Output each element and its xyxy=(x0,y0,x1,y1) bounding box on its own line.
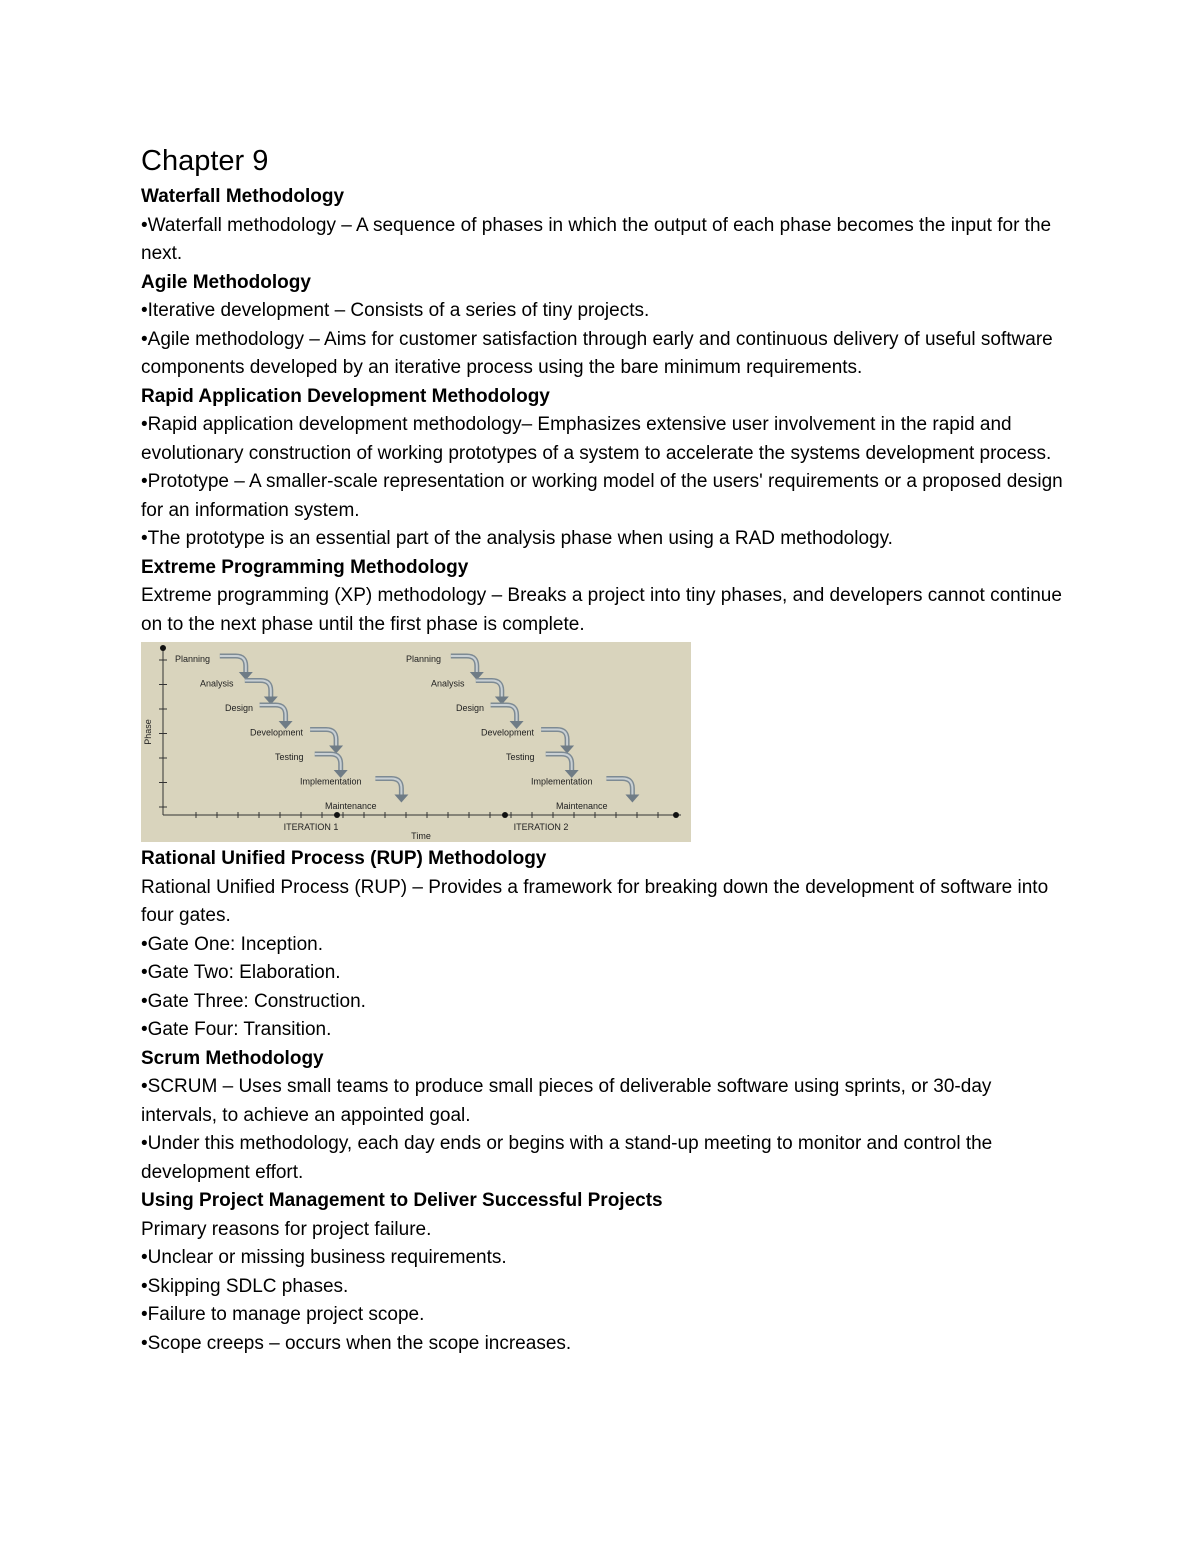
paragraph: Rational Unified Process (RUP) – Provides a framework for breaking down the development of software into four gates. xyxy=(141,876,1049,926)
paragraph: •Unclear or missing business requirements. xyxy=(141,1247,507,1268)
paragraph: •Waterfall methodology – A sequence of phases in which the output of each phase becomes the input for the next. xyxy=(141,214,1052,264)
iteration-2-phases xyxy=(406,654,639,811)
phase-label: Design xyxy=(456,703,485,713)
phase-label: Design xyxy=(225,703,254,713)
section-heading-rad: Rapid Application Development Methodology xyxy=(141,385,550,407)
phase-label: Analysis xyxy=(200,678,234,689)
section-heading-waterfall: Waterfall Methodology xyxy=(141,186,345,207)
paragraph: •Agile methodology – Aims for customer satisfaction through early and continuous delivery of useful software components developed by an iterative process using the bare minimum requirements. xyxy=(141,328,1053,378)
paragraph: •Scope creeps – occurs when the scope increases. xyxy=(141,1332,572,1354)
paragraph: Extreme programming (XP) methodology – Breaks a project into tiny phases, and developers cannot continue on to the next phase until the first phase is complete. xyxy=(141,585,1062,635)
paragraph: •Gate Three: Construction. xyxy=(141,990,366,1012)
phase-label: Development xyxy=(481,727,535,738)
phase-label: Maintenance xyxy=(325,801,377,811)
phase-label: Testing xyxy=(275,752,304,762)
phase-label: Development xyxy=(250,727,304,738)
section-heading-scrum: Scrum Methodology xyxy=(141,1047,324,1069)
paragraph: •SCRUM – Uses small teams to produce small pieces of deliverable software using sprints, or 30-day intervals, to achieve an appointed goal. xyxy=(141,1076,992,1126)
phase-arrow-head xyxy=(394,795,408,803)
paragraph: •The prototype is an essential part of the analysis phase when using a RAD methodology. xyxy=(141,528,893,549)
phase-label: Testing xyxy=(506,752,535,762)
section-heading-rup: Rational Unified Process (RUP) Methodology xyxy=(141,848,547,869)
document-body xyxy=(141,141,1071,1358)
axis-origin-dot xyxy=(160,645,166,651)
paragraph: •Prototype – A smaller-scale representation or working model of the users' requirements or a proposed design for an information system. xyxy=(141,471,1063,521)
paragraph: •Failure to manage project scope. xyxy=(141,1304,425,1325)
paragraph: •Under this methodology, each day ends or begins with a stand-up meeting to monitor and control the development effort. xyxy=(141,1133,993,1183)
phase-label: Planning xyxy=(175,654,211,664)
page-title: Chapter 9 xyxy=(141,145,269,177)
paragraph: Primary reasons for project failure. xyxy=(141,1218,432,1240)
paragraph: •Iterative development – Consists of a series of tiny projects. xyxy=(141,300,650,321)
xp-iteration-svg xyxy=(141,642,691,842)
paragraph: •Rapid application development methodology– Emphasizes extensive user involvement in the rapid and evolutionary construction of working prototypes of a system to accelerate the systems development process. xyxy=(141,414,1052,464)
phase-label: Planning xyxy=(406,654,442,664)
section-heading-agile: Agile Methodology xyxy=(141,271,311,293)
paragraph: •Skipping SDLC phases. xyxy=(141,1275,349,1297)
section-heading-xp: Extreme Programming Methodology xyxy=(141,556,469,578)
iteration-boundary-dot xyxy=(334,812,340,818)
iteration-boundary-dot xyxy=(502,812,508,818)
paragraph: •Gate Two: Elaboration. xyxy=(141,962,341,983)
iteration-1-label: ITERATION 1 xyxy=(283,822,339,832)
phase-label: Implementation xyxy=(531,776,593,787)
phase-label: Analysis xyxy=(431,678,465,689)
section-heading-project-management: Using Project Management to Deliver Successful Projects xyxy=(141,1190,663,1211)
y-axis-label: Phase xyxy=(143,719,153,745)
iteration-boundary-dot xyxy=(673,812,679,818)
xp-iteration-diagram xyxy=(141,642,691,842)
phase-label: Implementation xyxy=(300,776,362,787)
phase-label: Maintenance xyxy=(556,801,608,811)
paragraph: •Gate Four: Transition. xyxy=(141,1019,332,1040)
iteration-1-phases xyxy=(175,654,408,811)
iteration-2-label: ITERATION 2 xyxy=(513,822,569,832)
phase-arrow-head xyxy=(625,795,639,803)
paragraph: •Gate One: Inception. xyxy=(141,933,323,955)
x-axis-label: Time xyxy=(411,831,431,841)
